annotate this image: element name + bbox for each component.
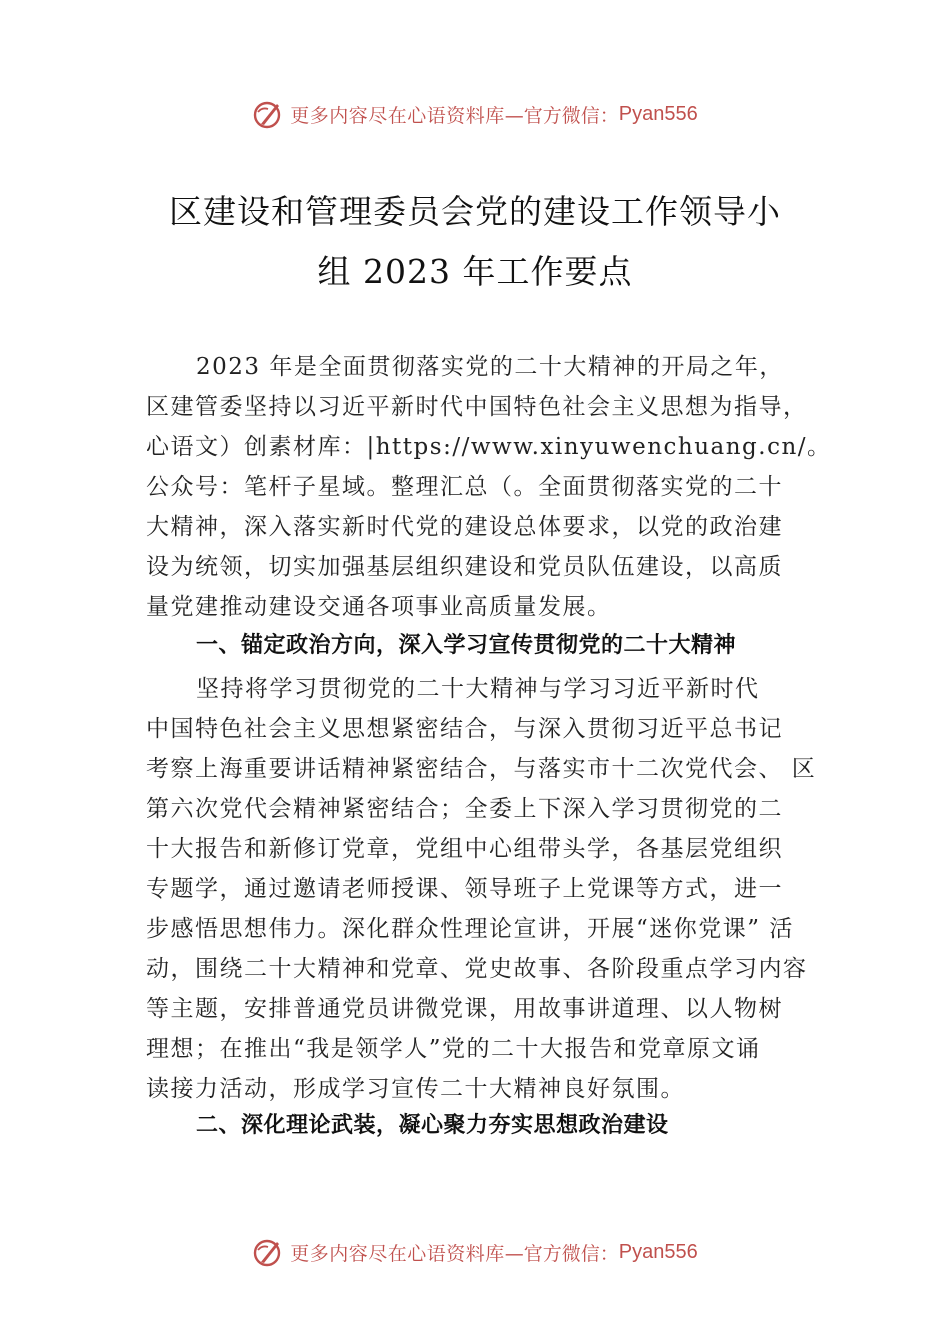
quill-logo-icon — [252, 98, 284, 130]
body-line: 理想；在推出“我是领学人”党的二十大报告和党章原文诵 — [146, 1036, 761, 1062]
body-line: 步感悟思想伟力。深化群众性理论宣讲，开展“迷你党课” 活 — [146, 916, 794, 942]
body-line: 中国特色社会主义思想紧密结合，与深入贯彻习近平总书记 — [146, 716, 783, 742]
body-line: 考察上海重要讲话精神紧密结合，与落实市十二次党代会、 区 — [146, 756, 817, 782]
document-title-line-1: 区建设和管理委员会党的建设工作领导小 — [169, 192, 781, 231]
body-line: 量党建推动建设交通各项事业高质量发展。 — [146, 594, 612, 620]
body-line: 等主题，安排普通党员讲微党课，用故事讲道理、以人物树 — [146, 996, 783, 1022]
body-line: 2023 年是全面贯彻落实党的二十大精神的开局之年， — [196, 354, 784, 380]
body-line: 区建管委坚持以习近平新时代中国特色社会主义思想为指导， — [146, 394, 808, 420]
quill-logo-icon — [252, 1236, 284, 1268]
banner-text: 更多内容尽在心语资料库 — [290, 1242, 505, 1265]
body-line: 设为统领，切实加强基层组织建设和党员队伍建设，以高质 — [146, 554, 783, 580]
body-line: 十大报告和新修订党章，党组中心组带头学，各基层党组织 — [146, 836, 783, 862]
body-line: 坚持将学习贯彻党的二十大精神与学习习近平新时代 — [196, 676, 760, 702]
footer-watermark-banner — [0, 1232, 950, 1272]
section-heading-2: 二、深化理论武装，凝心聚力夯实思想政治建设 — [196, 1113, 669, 1138]
banner-text: 更多内容尽在心语资料库 — [290, 104, 505, 127]
banner-wechat-id: Pyan556 — [618, 102, 698, 125]
body-line: 专题学，通过邀请老师授课、领导班子上党课等方式，进一 — [146, 876, 783, 902]
header-watermark-banner — [0, 94, 950, 134]
banner-separator: —官方微信： — [504, 1242, 619, 1265]
body-line: 公众号：笔杆子星域。整理汇总（。全面贯彻落实党的二十 — [146, 474, 783, 500]
body-line: 心语文）创素材库：|https://www.xinyuwenchuang.cn/。 — [146, 434, 832, 460]
body-line: 大精神，深入落实新时代党的建设总体要求，以党的政治建 — [146, 514, 783, 540]
body-line: 读接力活动，形成学习宣传二十大精神良好氛围。 — [146, 1076, 685, 1102]
banner-separator: —官方微信： — [504, 104, 619, 127]
banner-wechat-id: Pyan556 — [618, 1240, 698, 1263]
body-line: 动，围绕二十大精神和党章、党史故事、各阶段重点学习内容 — [146, 956, 808, 982]
document-title-line-2: 组 2023 年工作要点 — [317, 252, 633, 291]
body-line: 第六次党代会精神紧密结合；全委上下深入学习贯彻党的二 — [146, 796, 783, 822]
section-heading-1: 一、锚定政治方向，深入学习宣传贯彻党的二十大精神 — [196, 633, 737, 658]
